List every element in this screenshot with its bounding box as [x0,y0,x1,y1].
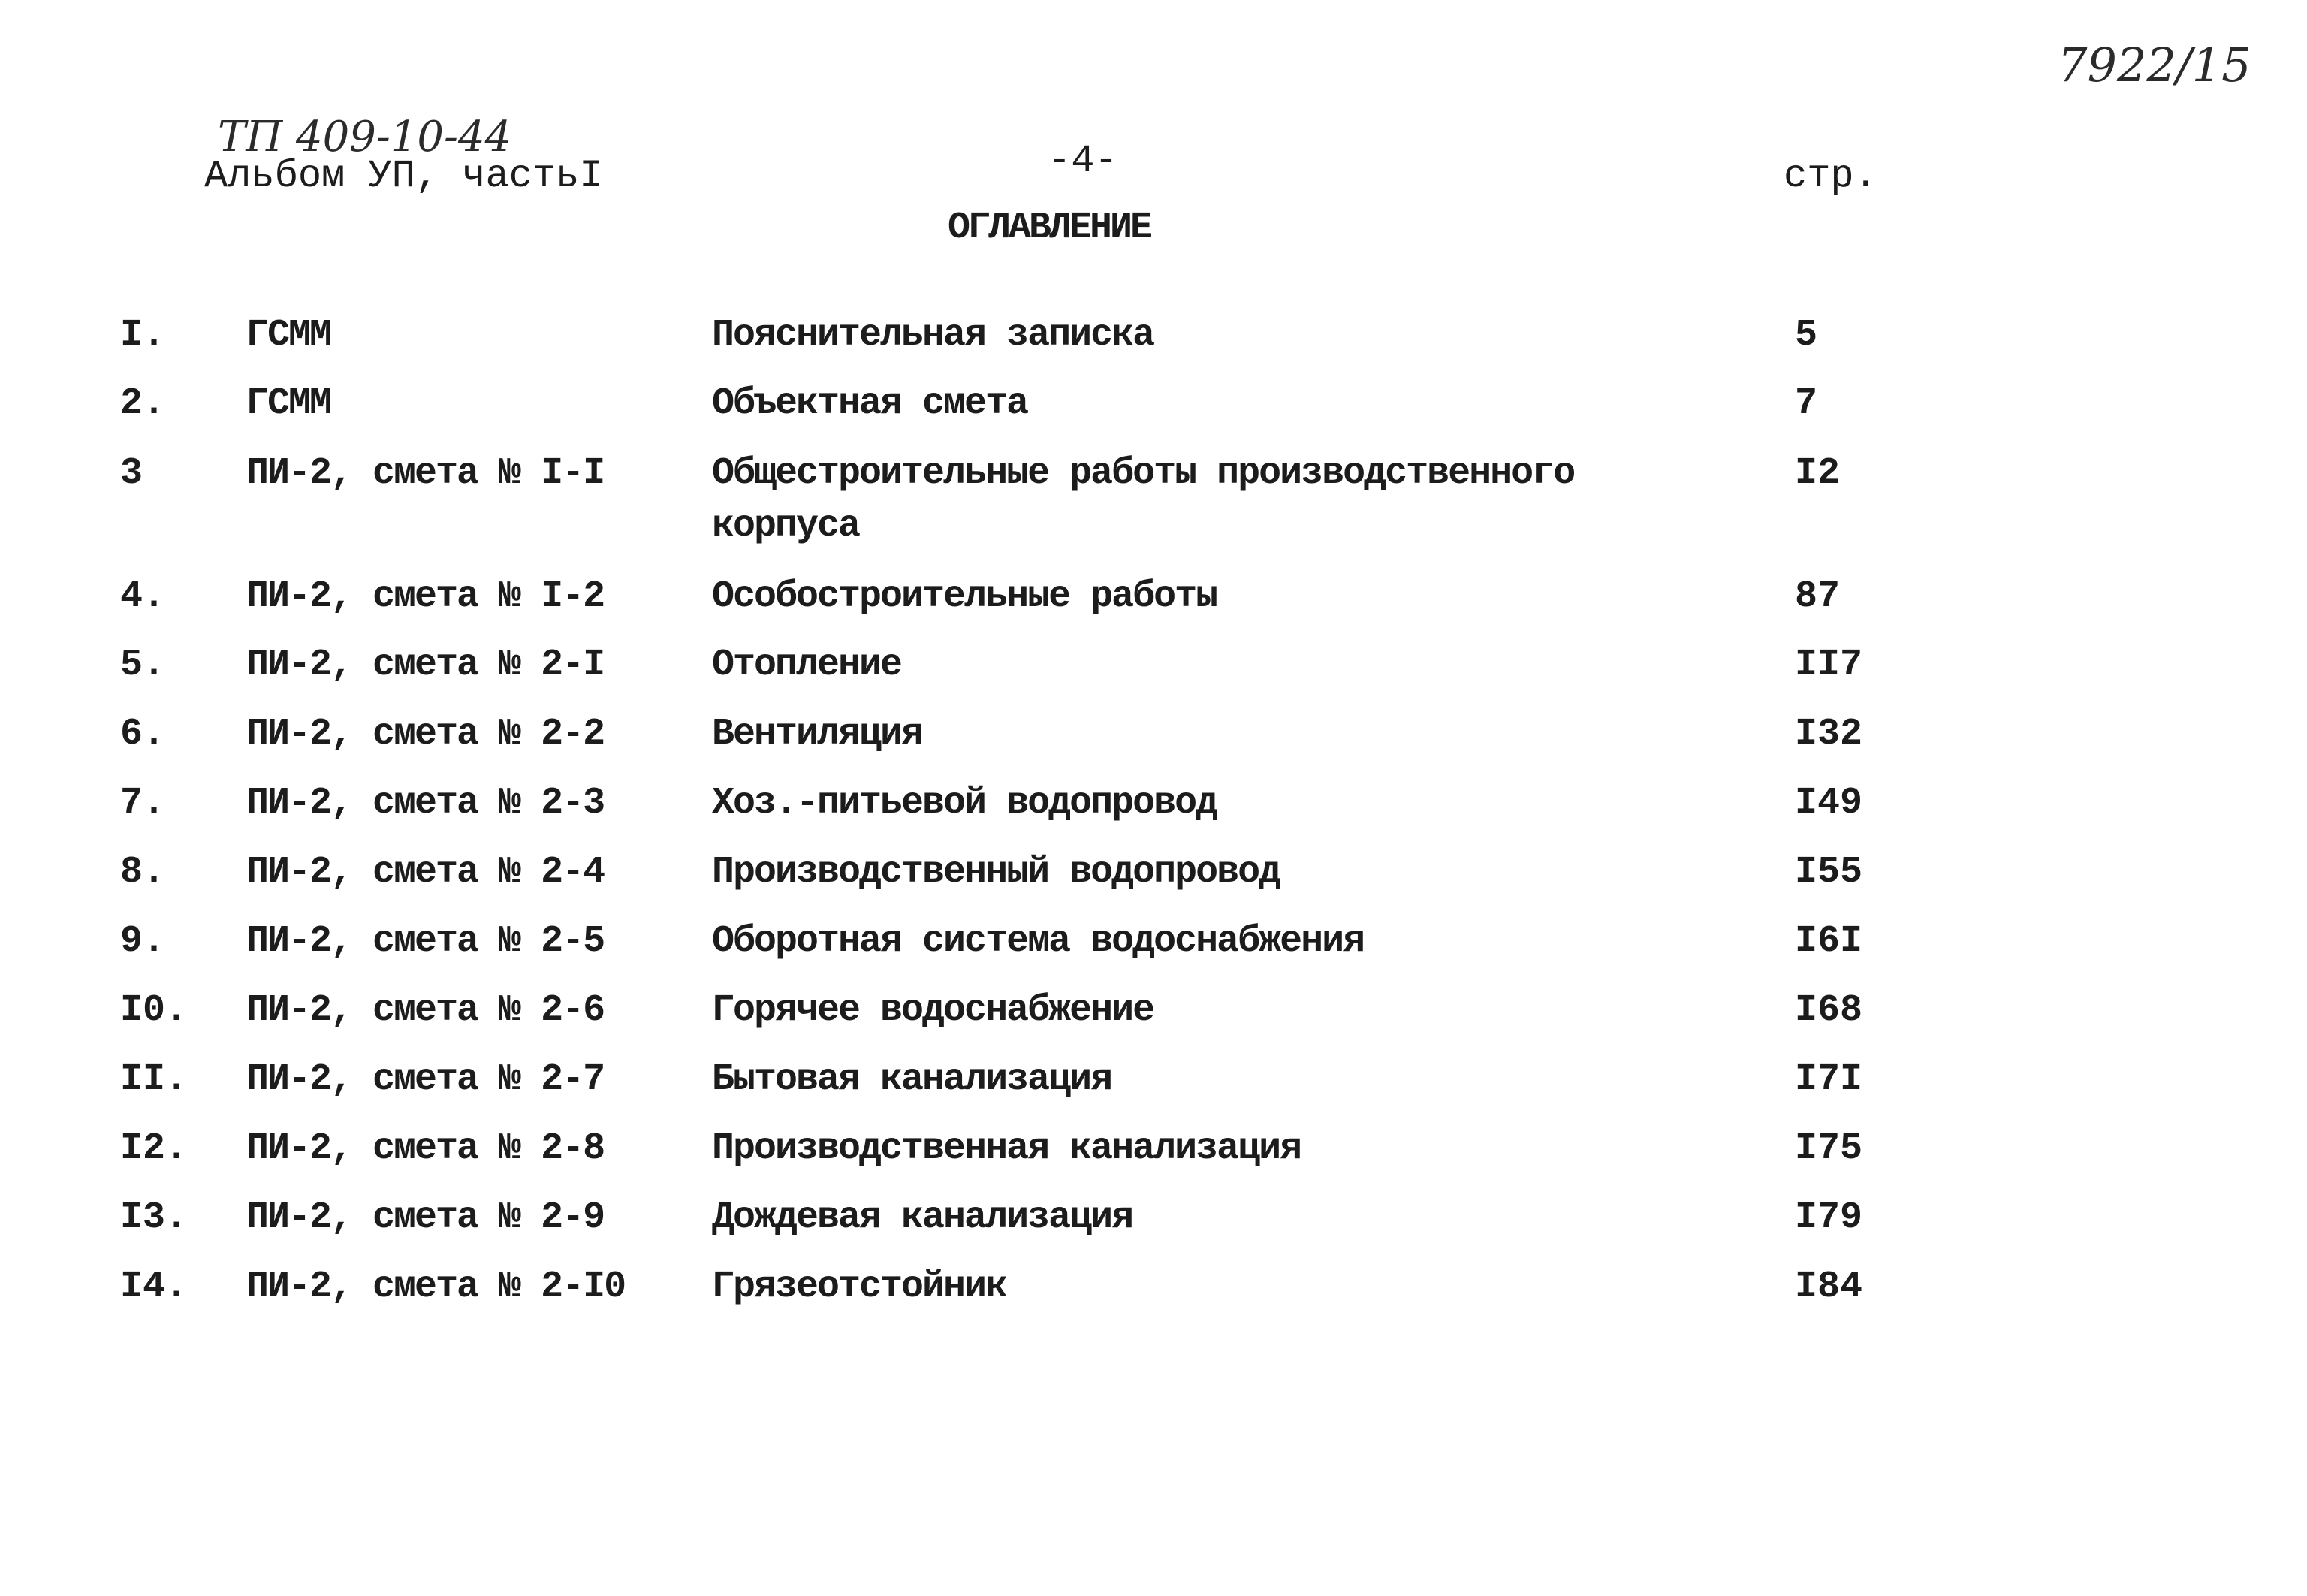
toc-row-title: Объектная смета [712,382,1028,425]
toc-row-page: I75 [1795,1127,1863,1170]
toc-row-title: Вентиляция [712,713,923,756]
toc-row-page: I49 [1795,782,1863,825]
toc-row-number: 9. [120,920,166,963]
toc-row-code: ПИ-2, смета № I-2 [246,575,605,618]
toc-row-code: ПИ-2, смета № 2-I [246,644,605,686]
toc-row-title: Общестроительные работы производственного корпуса [712,452,1575,548]
toc-row-number: 4. [120,575,166,618]
toc-row-page: 87 [1795,575,1841,618]
toc-row-code: ПИ-2, смета № 2-I0 [246,1266,626,1308]
toc-row-page: I2 [1795,452,1841,495]
toc-row-page: I68 [1795,989,1863,1032]
toc-row-title: Грязеотстойник [712,1266,1007,1308]
toc-row-code: ПИ-2, смета № 2-5 [246,920,605,963]
toc-row-page: II7 [1795,644,1863,686]
toc-row-code: ПИ-2, смета № I-I [246,452,605,495]
toc-row-title: Горячее водоснабжение [712,989,1154,1032]
pages-column-label: стр. [1784,154,1877,198]
toc-row-title: Бытовая канализация [712,1058,1112,1101]
toc-row-number: II. [120,1058,188,1101]
page-number: -4- [1048,139,1118,183]
toc-row-number: 7. [120,782,166,825]
toc-row-code: ГСММ [246,314,331,357]
toc-row-title: Дождевая канализация [712,1196,1133,1239]
toc-row-number: 5. [120,644,166,686]
toc-row-page: I79 [1795,1196,1863,1239]
toc-row-title: Производственная канализация [712,1127,1301,1170]
toc-row-code: ПИ-2, смета № 2-2 [246,713,605,756]
toc-row-number: I4. [120,1266,188,1308]
toc-row-page: I7I [1795,1058,1863,1101]
toc-row-number: 3 [120,452,143,495]
toc-row-number: 6. [120,713,166,756]
toc-row-number: I2. [120,1127,188,1170]
toc-row-title: Оборотная система водоснабжения [712,920,1365,963]
toc-row-page: 7 [1795,382,1818,425]
toc-row-title: Производственный водопровод [712,851,1280,894]
toc-row-code: ГСММ [246,382,331,425]
toc-row-page: 5 [1795,314,1818,357]
toc-row-number: 8. [120,851,166,894]
toc-row-page: I6I [1795,920,1863,963]
toc-row-title: Особостроительные работы [712,575,1217,618]
toc-row-number: I0. [120,989,188,1032]
album-label: Альбом УП, частьI [204,154,603,198]
toc-row-page: I32 [1795,713,1863,756]
toc-row-page: I84 [1795,1266,1863,1308]
toc-row-code: ПИ-2, смета № 2-7 [246,1058,605,1101]
inventory-number: 7922/15 [2058,38,2251,92]
toc-row-number: I. [120,314,166,357]
toc-row-title: Хоз.-питьевой водопровод [712,782,1217,825]
toc-row-title: Пояснительная записка [712,314,1154,357]
toc-row-page: I55 [1795,851,1863,894]
toc-row-code: ПИ-2, смета № 2-8 [246,1127,605,1170]
toc-title: ОГЛАВЛЕНИЕ [948,207,1151,249]
toc-row-number: I3. [120,1196,188,1239]
toc-row-number: 2. [120,382,166,425]
toc-row-code: ПИ-2, смета № 2-3 [246,782,605,825]
project-code: ТП 409-10-44 [218,113,512,161]
toc-row-code: ПИ-2, смета № 2-9 [246,1196,605,1239]
toc-row-code: ПИ-2, смета № 2-6 [246,989,605,1032]
toc-row-title: Отопление [712,644,902,686]
toc-row-code: ПИ-2, смета № 2-4 [246,851,605,894]
